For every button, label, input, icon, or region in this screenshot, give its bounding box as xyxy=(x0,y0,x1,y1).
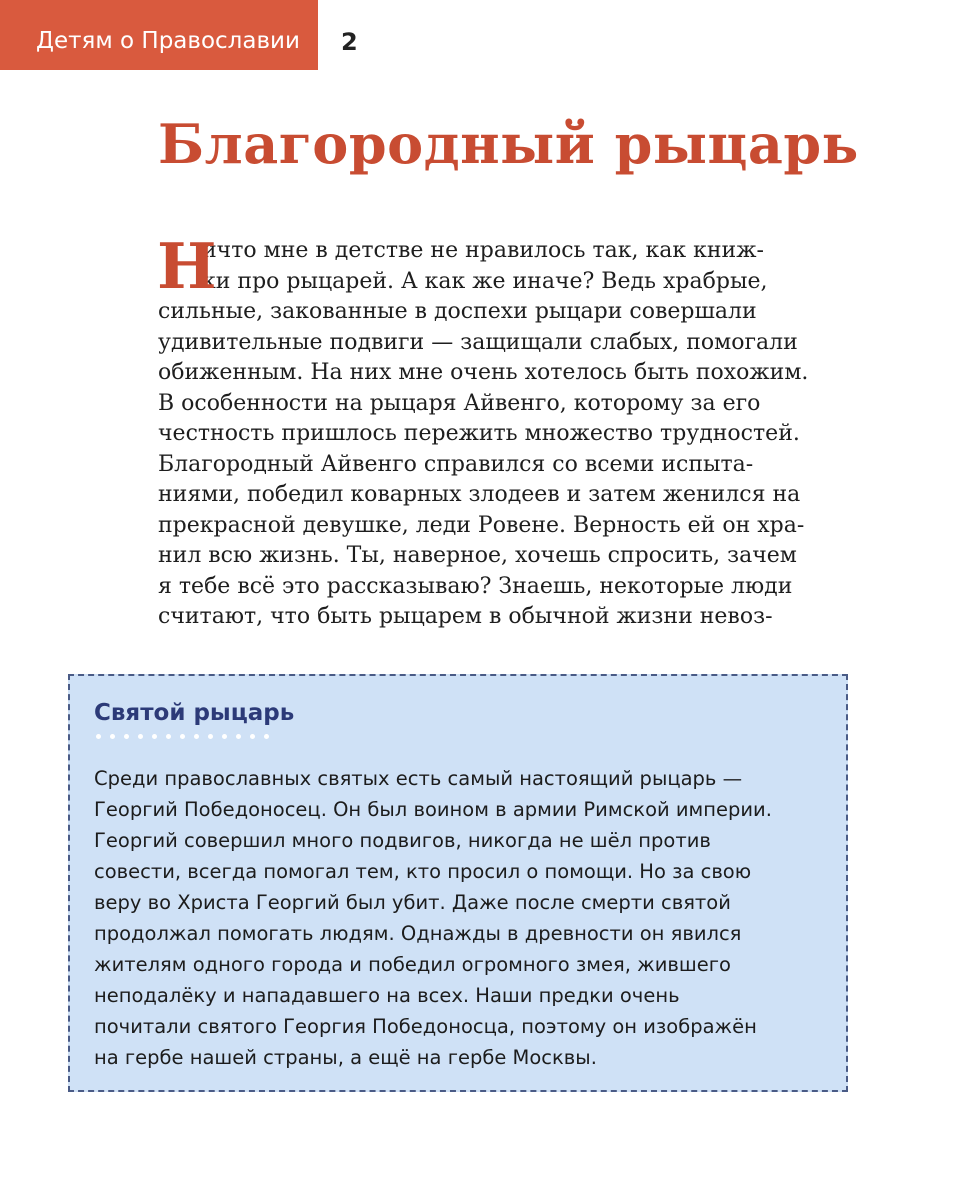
header-tab xyxy=(0,0,318,70)
article-line: я тебе всё это рассказываю? Знаешь, некоторые люди xyxy=(158,573,793,599)
sidebar-line: неподалёку и нападавшего на всех. Наши предки очень xyxy=(94,984,680,1007)
article-line: ичто мне в детстве не нравилось так, как книж- xyxy=(202,238,764,263)
article-line: обиженным. На них мне очень хотелось быть похожим. xyxy=(158,360,809,385)
article-line: ки про рыцарей. А как же иначе? Ведь храбрые, xyxy=(202,268,768,294)
sidebar-body xyxy=(94,763,834,1073)
article-line: честность пришлось пережить множество трудностей. xyxy=(158,421,800,446)
sidebar-line: жителям одного города и победил огромного змея, жившего xyxy=(94,953,731,976)
article-line: прекрасной девушке, леди Ровене. Верность ей он хра- xyxy=(158,512,805,538)
sidebar-line: почитали святого Георгия Победоносца, поэтому он изображён xyxy=(94,1015,757,1038)
article-line: сильные, закованные в доспехи рыцари совершали xyxy=(158,299,757,324)
page-title: Благородный рыцарь xyxy=(158,112,859,176)
dotted-divider xyxy=(96,734,269,739)
page-number: 2 xyxy=(341,28,358,56)
article-line: удивительные подвиги — защищали слабых, помогали xyxy=(158,329,798,355)
drop-cap: Н xyxy=(157,229,217,303)
article-body xyxy=(157,229,858,633)
sidebar-line: веру во Христа Георгий был убит. Даже после смерти святой xyxy=(94,891,731,914)
article-line: Благородный Айвенго справился со всеми испыта- xyxy=(158,451,754,477)
sidebar-title: Святой рыцарь xyxy=(94,700,295,726)
article-line: ниями, победил коварных злодеев и затем женился на xyxy=(158,482,801,507)
article-line: считают, что быть рыцарем в обычной жизни невоз- xyxy=(158,604,773,629)
sidebar-line: Среди православных святых есть самый настоящий рыцарь — xyxy=(94,767,743,790)
article-line: нил всю жизнь. Ты, наверное, хочешь спросить, зачем xyxy=(158,543,797,568)
sidebar-line: Георгий Победоносец. Он был воином в армии Римской империи. xyxy=(94,798,772,821)
series-title: Детям о Православии xyxy=(36,28,300,54)
article-line: В особенности на рыцаря Айвенго, которому за его xyxy=(158,390,761,416)
sidebar-line: продолжал помогать людям. Однажды в древности он явился xyxy=(94,922,742,945)
sidebar-box xyxy=(68,674,848,1092)
sidebar-line: совести, всегда помогал тем, кто просил о помощи. Но за свою xyxy=(94,860,752,883)
sidebar-line: Георгий совершил много подвигов, никогда не шёл против xyxy=(94,829,711,852)
sidebar-line: на гербе нашей страны, а ещё на гербе Москвы. xyxy=(94,1046,597,1069)
